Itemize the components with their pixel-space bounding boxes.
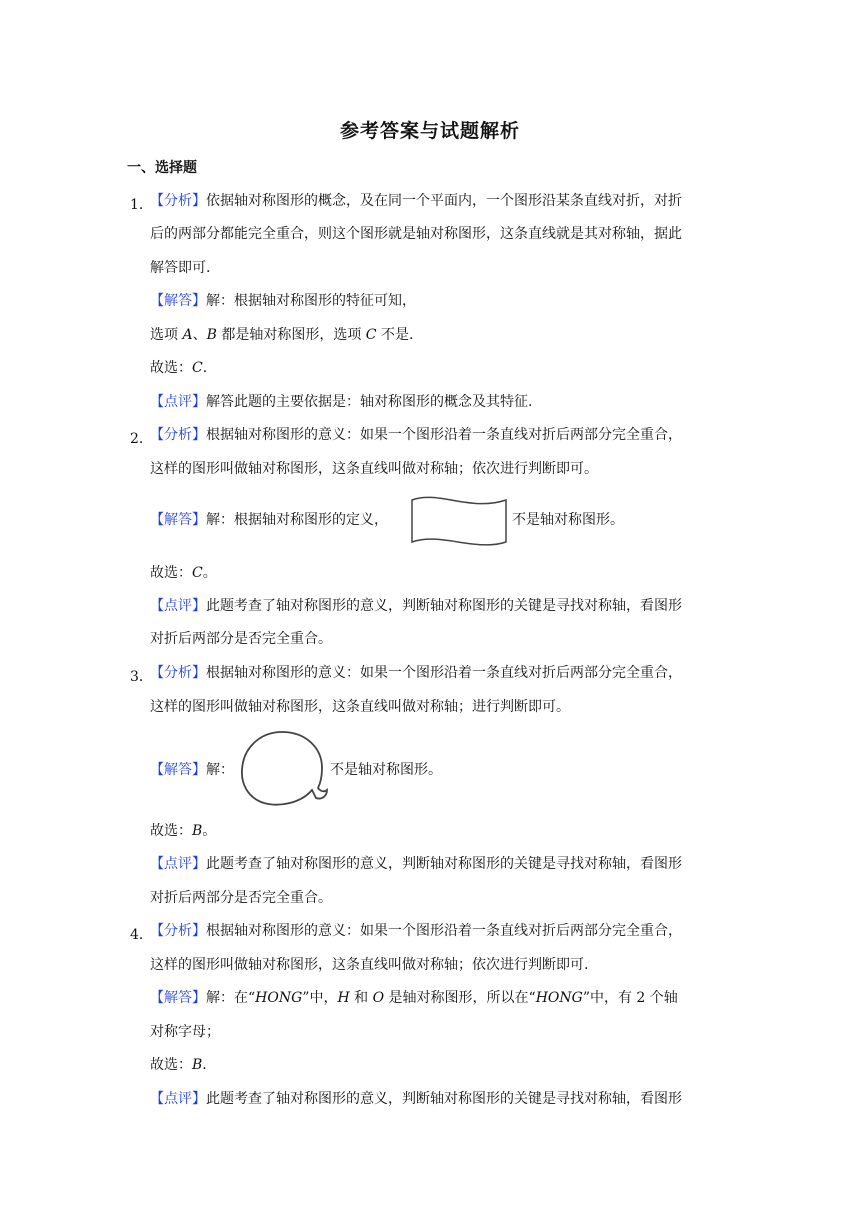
- speech-bubble-figure: [238, 728, 330, 810]
- answer-line: 【解答】解：在“HONG”中，H 和 O 是轴对称图形，所以在“HONG”中，有 2 个轴: [150, 990, 678, 1006]
- analysis-line: 【分析】依据轴对称图形的概念，及在同一个平面内，一个图形沿某条直线对折，对折: [150, 193, 682, 209]
- page-title: 参考答案与试题解析: [339, 120, 520, 142]
- question-number: 2．: [130, 431, 153, 447]
- answer-line: 【解答】解：: [150, 762, 234, 778]
- choice-line: 故选：B。: [150, 823, 217, 839]
- analysis-line: 【分析】根据轴对称图形的意义：如果一个图形沿着一条直线对折后两部分完全重合，: [150, 923, 682, 939]
- question-number: 4．: [130, 927, 153, 943]
- analysis-line: 这样的图形叫做轴对称图形，这条直线叫做对称轴；进行判断即可。: [150, 699, 570, 715]
- answer-line: 对称字母；: [150, 1024, 220, 1040]
- answer-line: 【解答】解：根据轴对称图形的定义，: [150, 512, 388, 528]
- comment-line: 对折后两部分是否完全重合。: [150, 631, 332, 647]
- question-number: 1．: [130, 197, 153, 213]
- comment-line: 【点评】解答此题的主要依据是：轴对称图形的概念及其特征.: [150, 394, 533, 410]
- section-heading: 一、选择题: [127, 160, 197, 176]
- comment-line: 【点评】此题考查了轴对称图形的意义，判断轴对称图形的关键是寻找对称轴，看图形: [150, 1091, 682, 1107]
- analysis-line: 【分析】根据轴对称图形的意义：如果一个图形沿着一条直线对折后两部分完全重合，: [150, 427, 682, 443]
- answer-line: 选项 A、B 都是轴对称图形，选项 C 不是.: [150, 327, 414, 343]
- analysis-line: 这样的图形叫做轴对称图形，这条直线叫做对称轴；依次进行判断即可.: [150, 957, 589, 973]
- choice-line: 故选：C。: [150, 565, 217, 581]
- comment-line: 【点评】此题考查了轴对称图形的意义，判断轴对称图形的关键是寻找对称轴，看图形: [150, 598, 682, 614]
- comment-line: 对折后两部分是否完全重合。: [150, 890, 332, 906]
- answer-line: 不是轴对称图形。: [330, 762, 442, 778]
- analysis-line: 解答即可.: [150, 260, 211, 276]
- wavy-flag-figure: [408, 494, 510, 548]
- analysis-line: 这样的图形叫做轴对称图形，这条直线叫做对称轴；依次进行判断即可。: [150, 461, 598, 477]
- answer-tag: 【解答】: [150, 293, 206, 309]
- comment-tag: 【点评】: [150, 394, 206, 410]
- analysis-line: 【分析】根据轴对称图形的意义：如果一个图形沿着一条直线对折后两部分完全重合，: [150, 665, 682, 681]
- answer-line: 不是轴对称图形。: [512, 512, 624, 528]
- choice-line: 故选：C.: [150, 360, 208, 376]
- choice-line: 故选：B.: [150, 1057, 207, 1073]
- answer-line: 【解答】解：根据轴对称图形的特征可知，: [150, 293, 416, 309]
- analysis-line: 后的两部分都能完全重合，则这个图形就是轴对称图形，这条直线就是其对称轴，据此: [150, 226, 682, 242]
- question-number: 3．: [130, 669, 153, 685]
- analysis-tag: 【分析】: [150, 193, 206, 209]
- comment-line: 【点评】此题考查了轴对称图形的意义，判断轴对称图形的关键是寻找对称轴，看图形: [150, 856, 682, 872]
